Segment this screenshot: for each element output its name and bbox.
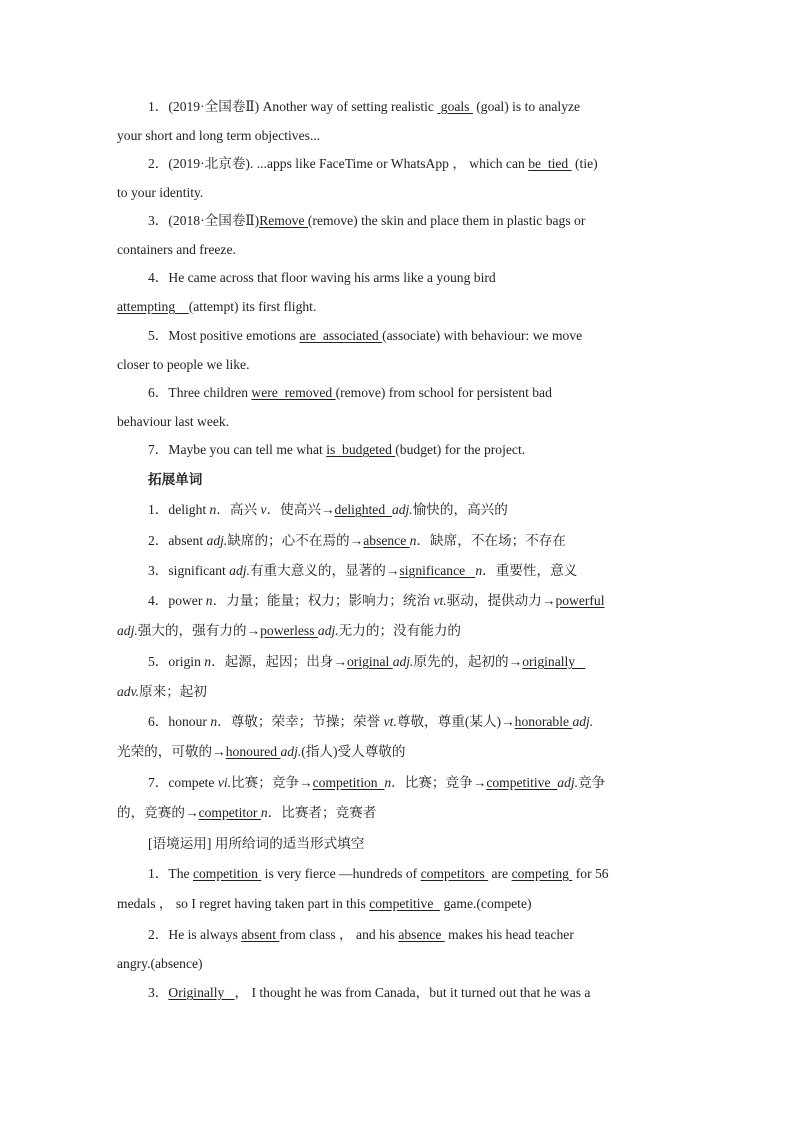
- answer-blank: is budgeted: [326, 442, 396, 457]
- answer-blank: absence: [398, 927, 445, 942]
- exercise-1: [148, 98, 708, 116]
- item-number: 3．: [148, 213, 169, 228]
- part-of-speech: n: [209, 502, 217, 517]
- exercise-6-continued: behaviour last week.: [117, 414, 230, 429]
- item-number: 2．: [148, 533, 169, 548]
- item-number: 4．: [148, 593, 169, 608]
- answer-blank: competitor: [198, 805, 261, 820]
- source-label: (2019·北京卷).: [168, 156, 254, 171]
- item-number: 7．: [148, 442, 169, 457]
- answer-blank: be tied: [528, 156, 572, 171]
- definition-text: 光荣的，可敬的→: [117, 744, 226, 759]
- part-of-speech: n: [210, 714, 218, 729]
- vocab-5: [148, 653, 708, 671]
- sentence-text: makes his head teacher: [444, 927, 574, 942]
- exercise-3: [148, 212, 708, 230]
- definition-text: 原先的，起初的→: [413, 654, 523, 669]
- practice-3: [148, 984, 708, 1002]
- sentence-text: He is always: [168, 927, 242, 942]
- item-number: 1．: [148, 866, 169, 881]
- practice-heading: [148, 835, 708, 853]
- definition-text: ．力量；能量；权力；影响力；统治: [212, 593, 434, 608]
- part-of-speech: n: [260, 805, 268, 820]
- vocab-4: [148, 592, 708, 610]
- item-number: 2．: [148, 927, 169, 942]
- definition-text: (指人)受人尊敬的: [301, 744, 406, 759]
- definition-text: ．比赛者；竞赛者: [267, 805, 377, 820]
- source-label: (2019·全国卷Ⅱ): [168, 99, 260, 114]
- item-number: 5．: [148, 328, 169, 343]
- exercise-4: [148, 269, 708, 287]
- item-number: 5．: [148, 654, 169, 669]
- answer-blank: are associated: [299, 328, 383, 343]
- answer-blank: competition: [192, 866, 262, 881]
- definition-text: 原来；起初: [139, 684, 207, 699]
- exercise-3-continued: containers and freeze.: [117, 242, 236, 257]
- sentence-text: (tie): [571, 156, 598, 171]
- part-of-speech: adj.: [557, 775, 579, 790]
- item-number: 1．: [148, 99, 169, 114]
- definition-text: 强大的，强有力的→: [137, 623, 261, 638]
- vocab-6-continued: [117, 743, 677, 761]
- part-of-speech: v: [260, 502, 267, 517]
- sentence-text: (associate) with behaviour: we move: [382, 328, 583, 343]
- answer-blank: Originally: [168, 985, 235, 1000]
- answer-blank: honorable: [514, 714, 573, 729]
- sentence-text: game.(compete): [440, 896, 532, 911]
- practice-instruction: 用所给词的适当形式填空: [211, 836, 365, 851]
- answer-blank: competitive: [486, 775, 558, 790]
- answer-blank: attempting: [117, 299, 189, 314]
- part-of-speech: adj.: [391, 502, 413, 517]
- vocab-7-continued: [117, 804, 677, 822]
- sentence-text: (remove) the skin and place them in plastic bags or: [307, 213, 586, 228]
- exercise-1-continued: your short and long term objectives...: [117, 128, 321, 143]
- part-of-speech: n: [205, 593, 213, 608]
- vocab-1: [148, 501, 708, 519]
- sentence-text: is very fierce —hundreds of: [261, 866, 421, 881]
- practice-2-continued: angry.(absence): [117, 956, 203, 971]
- part-of-speech: adj.: [317, 623, 339, 638]
- item-number: 1．: [148, 502, 169, 517]
- definition-text: 无力的；没有能力的: [338, 623, 462, 638]
- vocab-2: [148, 532, 708, 550]
- exercise-4-continued: [117, 298, 677, 316]
- vocab-4-continued: [117, 622, 677, 640]
- section-heading: 拓展单词: [148, 472, 203, 488]
- answer-blank: competitors: [420, 866, 489, 881]
- answer-blank: goals: [437, 99, 473, 114]
- practice-1-continued: [117, 895, 677, 913]
- word-text: origin: [168, 654, 205, 669]
- part-of-speech: n: [409, 533, 417, 548]
- answer-blank: absent: [241, 927, 280, 942]
- definition-text: ．重要性，意义: [482, 563, 578, 578]
- sentence-text: Another way of setting realistic: [259, 99, 438, 114]
- part-of-speech: n: [475, 563, 483, 578]
- sentence-text: He came across that floor waving his arms like a young bird: [168, 270, 496, 285]
- word-text: absent: [168, 533, 207, 548]
- answer-blank: delighted: [334, 502, 392, 517]
- definition-text: 缺席的；心不在焉的→: [227, 533, 364, 548]
- sentence-text: (attempt) its first flight.: [188, 299, 317, 314]
- exercise-2: [148, 155, 708, 173]
- sentence-text: medals ， so I regret having taken part in this: [117, 896, 370, 911]
- answer-blank: competitive: [369, 896, 441, 911]
- vocab-6: [148, 713, 708, 731]
- answer-blank: competition: [312, 775, 385, 790]
- sentence-text: (goal) is to analyze: [472, 99, 581, 114]
- answer-blank: were removed: [251, 385, 336, 400]
- answer-blank: competing: [511, 866, 573, 881]
- source-label: (2018·全国卷Ⅱ): [168, 213, 260, 228]
- item-number: 2．: [148, 156, 169, 171]
- part-of-speech: adj.: [572, 714, 594, 729]
- sentence-text: (budget) for the project.: [395, 442, 526, 457]
- part-of-speech: n: [384, 775, 392, 790]
- sentence-text: are: [488, 866, 512, 881]
- part-of-speech: n: [204, 654, 212, 669]
- definition-text: ．比赛；竞争→: [391, 775, 487, 790]
- item-number: 6．: [148, 714, 169, 729]
- item-number: 7．: [148, 775, 169, 790]
- answer-blank: originally: [522, 654, 586, 669]
- sentence-text: for 56: [572, 866, 609, 881]
- answer-blank: significance: [399, 563, 476, 578]
- definition-text: 愉快的，高兴的: [412, 502, 508, 517]
- exercise-7: [148, 441, 708, 459]
- part-of-speech: adj.: [280, 744, 302, 759]
- sentence-text: (remove) from school for persistent bad: [335, 385, 552, 400]
- definition-text: 有重大意义的，显著的→: [249, 563, 400, 578]
- vocab-5-continued: [117, 683, 677, 701]
- exercise-2-continued: to your identity.: [117, 185, 204, 200]
- item-number: 6．: [148, 385, 169, 400]
- part-of-speech: adj.: [229, 563, 250, 578]
- definition-text: 竞争: [578, 775, 606, 790]
- practice-1: [148, 865, 708, 883]
- practice-label: [语境运用]: [148, 836, 212, 851]
- sentence-text: The: [168, 866, 193, 881]
- definition-text: ．起源，起因；出身→: [211, 654, 347, 669]
- item-number: 3．: [148, 563, 169, 578]
- practice-2: [148, 926, 708, 944]
- definition-text: ．缺席，不在场；不存在: [416, 533, 566, 548]
- word-text: compete: [168, 775, 218, 790]
- vocab-7: [148, 774, 708, 792]
- word-text: power: [168, 593, 206, 608]
- exercise-6: [148, 384, 708, 402]
- part-of-speech: adv.: [117, 684, 140, 699]
- sentence-text: ， I thought he was from Canada，but it turned out that he was a: [234, 985, 591, 1000]
- sentence-text: Most positive emotions: [168, 328, 300, 343]
- part-of-speech: vt.: [383, 714, 397, 729]
- part-of-speech: adj.: [206, 533, 228, 548]
- exercise-5: [148, 327, 708, 345]
- answer-blank: absence: [363, 533, 410, 548]
- definition-text: ．高兴: [216, 502, 261, 517]
- word-text: honour: [168, 714, 211, 729]
- definition-text: 驱动，提供动力→: [446, 593, 556, 608]
- word-text: delight: [168, 502, 210, 517]
- sentence-text: ...apps like FaceTime or WhatsApp ， which can: [253, 156, 529, 171]
- definition-text: ．使高兴→: [266, 502, 335, 517]
- part-of-speech: adj.: [392, 654, 414, 669]
- definition-text: 尊敬，尊重(某人)→: [396, 714, 515, 729]
- definition-text: 比赛；竞争→: [231, 775, 313, 790]
- exercise-5-continued: closer to people we like.: [117, 357, 250, 372]
- part-of-speech: adj.: [117, 623, 138, 638]
- answer-blank: powerless: [260, 623, 318, 638]
- sentence-text: Maybe you can tell me what: [168, 442, 327, 457]
- definition-text: 的，竞赛的→: [117, 805, 199, 820]
- answer-blank: powerful: [555, 593, 605, 608]
- vocab-3: [148, 562, 708, 580]
- sentence-text: Three children: [168, 385, 252, 400]
- word-text: significant: [168, 563, 230, 578]
- item-number: 4．: [148, 270, 169, 285]
- answer-blank: Remove: [259, 213, 308, 228]
- item-number: 3．: [148, 985, 169, 1000]
- part-of-speech: vi.: [217, 775, 232, 790]
- sentence-text: from class ， and his: [279, 927, 399, 942]
- part-of-speech: vt.: [433, 593, 447, 608]
- answer-blank: original: [347, 654, 393, 669]
- answer-blank: honoured: [225, 744, 281, 759]
- definition-text: ．尊敬；荣幸；节操；荣誉: [217, 714, 384, 729]
